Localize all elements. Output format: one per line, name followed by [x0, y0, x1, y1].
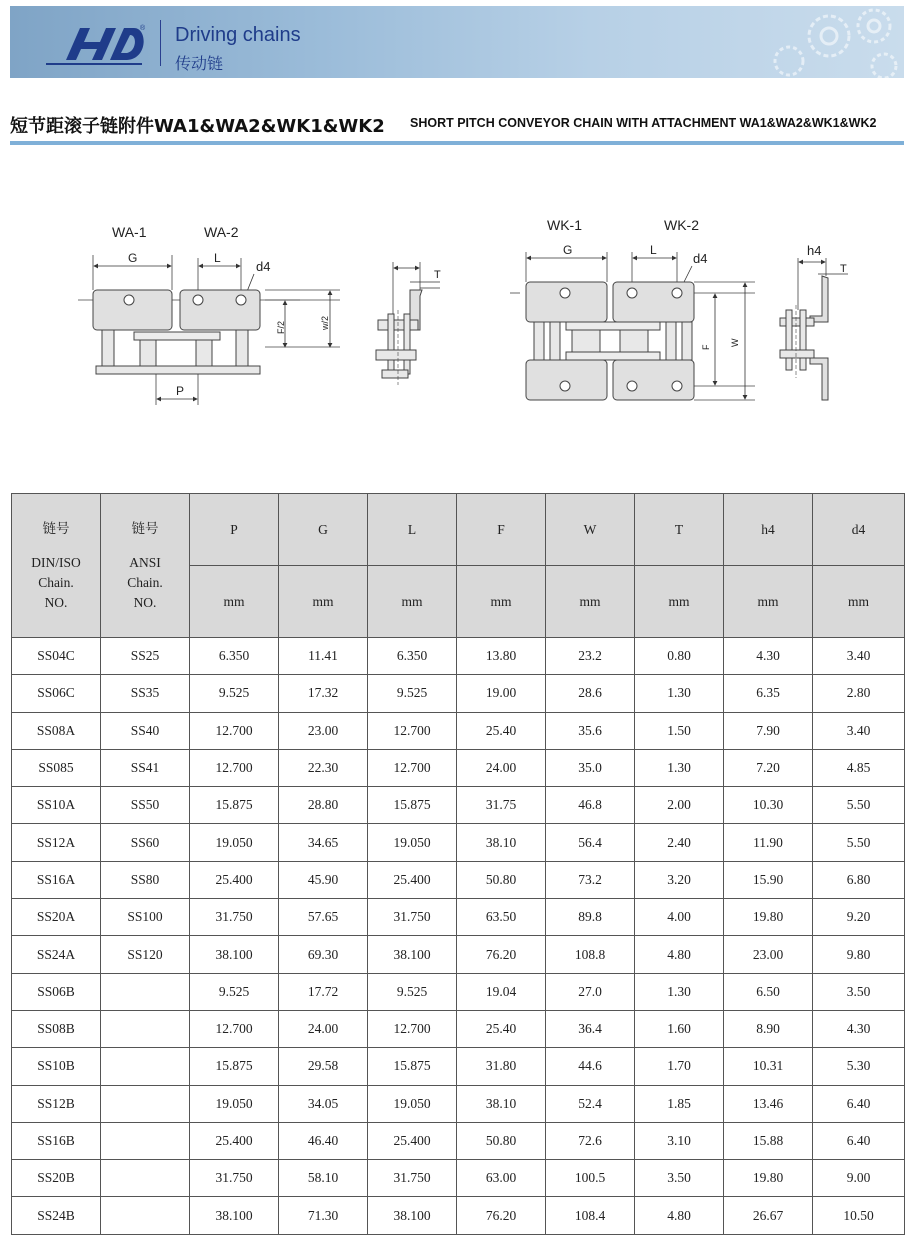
- table-cell: 31.750: [190, 899, 279, 936]
- label-h4: h4: [807, 243, 822, 258]
- table-cell: SS24B: [12, 1197, 101, 1234]
- table-cell: 38.100: [190, 936, 279, 973]
- table-cell: 4.30: [813, 1010, 905, 1047]
- table-cell: 38.10: [457, 1085, 546, 1122]
- table-cell: 38.100: [190, 1197, 279, 1234]
- table-cell: 31.750: [368, 1160, 457, 1197]
- table-cell: 25.400: [368, 1122, 457, 1159]
- header-row-1: [12, 494, 905, 566]
- header-t: T: [635, 494, 724, 566]
- table-cell: SS41: [101, 749, 190, 786]
- attachment-drawing: [10, 200, 904, 430]
- table-cell: SS12A: [12, 824, 101, 861]
- table-cell: [101, 1160, 190, 1197]
- din-l2: Chain.: [38, 574, 74, 590]
- table-cell: 10.31: [724, 1048, 813, 1085]
- table-row: [12, 824, 905, 861]
- table-row: [12, 861, 905, 898]
- table-cell: 1.30: [635, 749, 724, 786]
- page-title-chinese: 短节距滚子链附件WA1&WA2&WK1&WK2: [10, 116, 385, 137]
- table-cell: SS35: [101, 675, 190, 712]
- table-cell: 36.4: [546, 1010, 635, 1047]
- table-cell: 63.50: [457, 899, 546, 936]
- table-cell: SS04C: [12, 638, 101, 675]
- table-cell: 71.30: [279, 1197, 368, 1234]
- table-cell: 34.65: [279, 824, 368, 861]
- table-row: [12, 973, 905, 1010]
- table-cell: SS40: [101, 712, 190, 749]
- table-cell: 34.05: [279, 1085, 368, 1122]
- table-row: [12, 1085, 905, 1122]
- table-cell: 108.4: [546, 1197, 635, 1234]
- unit-cell: mm: [190, 566, 279, 638]
- wa-side-view: [78, 251, 340, 405]
- label-l-wk: L: [650, 243, 657, 257]
- table-cell: 23.00: [724, 936, 813, 973]
- table-cell: 4.80: [635, 1197, 724, 1234]
- table-cell: 31.75: [457, 787, 546, 824]
- table-cell: 12.700: [368, 1010, 457, 1047]
- table-cell: [101, 1122, 190, 1159]
- table-cell: 11.90: [724, 824, 813, 861]
- table-cell: [101, 1085, 190, 1122]
- table-cell: 6.350: [190, 638, 279, 675]
- table-row: [12, 1197, 905, 1234]
- table-cell: 31.750: [368, 899, 457, 936]
- table-cell: 57.65: [279, 899, 368, 936]
- table-cell: 1.30: [635, 973, 724, 1010]
- table-cell: 24.00: [279, 1010, 368, 1047]
- table-cell: 5.30: [813, 1048, 905, 1085]
- table-cell: 22.30: [279, 749, 368, 786]
- table-cell: 31.80: [457, 1048, 546, 1085]
- table-cell: 19.80: [724, 899, 813, 936]
- table-cell: 3.40: [813, 638, 905, 675]
- table-cell: 56.4: [546, 824, 635, 861]
- table-cell: 72.6: [546, 1122, 635, 1159]
- table-cell: 76.20: [457, 936, 546, 973]
- table-cell: SS08B: [12, 1010, 101, 1047]
- spec-table-body: [12, 638, 905, 1235]
- table-cell: 44.6: [546, 1048, 635, 1085]
- table-cell: 26.67: [724, 1197, 813, 1234]
- table-cell: 1.85: [635, 1085, 724, 1122]
- table-cell: 19.050: [368, 1085, 457, 1122]
- header-din-iso: [12, 494, 101, 638]
- table-cell: 2.00: [635, 787, 724, 824]
- table-cell: 23.00: [279, 712, 368, 749]
- table-cell: SS08A: [12, 712, 101, 749]
- table-cell: 15.875: [190, 787, 279, 824]
- table-cell: [101, 1010, 190, 1047]
- table-cell: 28.80: [279, 787, 368, 824]
- company-logo: [44, 20, 149, 68]
- table-cell: 15.875: [368, 1048, 457, 1085]
- table-cell: SS16B: [12, 1122, 101, 1159]
- table-cell: 15.88: [724, 1122, 813, 1159]
- table-cell: SS16A: [12, 861, 101, 898]
- table-cell: 12.700: [368, 749, 457, 786]
- table-cell: 0.80: [635, 638, 724, 675]
- table-cell: 3.20: [635, 861, 724, 898]
- ansi-l1: ANSI: [129, 554, 161, 570]
- table-cell: 35.0: [546, 749, 635, 786]
- table-cell: 12.700: [368, 712, 457, 749]
- table-cell: 63.00: [457, 1160, 546, 1197]
- brand-chinese: 传动链: [175, 54, 224, 73]
- table-cell: 8.90: [724, 1010, 813, 1047]
- table-cell: 38.10: [457, 824, 546, 861]
- label-d4-wk: d4: [693, 251, 708, 266]
- page-title-english: SHORT PITCH CONVEYOR CHAIN WITH ATTACHMENT WA1&WA2&WK1&WK2: [410, 116, 877, 130]
- wk-end-view: [780, 243, 848, 400]
- header-h4: h4: [724, 494, 813, 566]
- table-cell: 58.10: [279, 1160, 368, 1197]
- table-cell: 1.30: [635, 675, 724, 712]
- table-cell: 10.30: [724, 787, 813, 824]
- table-cell: 6.40: [813, 1085, 905, 1122]
- label-g-wk: G: [563, 243, 573, 257]
- table-cell: [101, 1048, 190, 1085]
- header-p: P: [190, 494, 279, 566]
- table-cell: SS12B: [12, 1085, 101, 1122]
- header-f: F: [457, 494, 546, 566]
- table-cell: 2.40: [635, 824, 724, 861]
- table-cell: 3.50: [635, 1160, 724, 1197]
- table-row: [12, 712, 905, 749]
- table-cell: SS06C: [12, 675, 101, 712]
- unit-cell: mm: [546, 566, 635, 638]
- label-wk1: WK-1: [547, 217, 582, 233]
- table-row: [12, 1160, 905, 1197]
- table-cell: 69.30: [279, 936, 368, 973]
- table-cell: 6.40: [813, 1122, 905, 1159]
- table-cell: 28.6: [546, 675, 635, 712]
- table-cell: 50.80: [457, 1122, 546, 1159]
- table-cell: 5.50: [813, 824, 905, 861]
- table-cell: 17.32: [279, 675, 368, 712]
- table-row: [12, 1122, 905, 1159]
- table-cell: SS60: [101, 824, 190, 861]
- table-cell: SS10A: [12, 787, 101, 824]
- table-cell: SS80: [101, 861, 190, 898]
- table-cell: SS120: [101, 936, 190, 973]
- table-cell: 12.700: [190, 712, 279, 749]
- brand-english: Driving chains: [175, 24, 301, 46]
- table-cell: 108.8: [546, 936, 635, 973]
- header-ansi: [101, 494, 190, 638]
- label-wk2: WK-2: [664, 217, 699, 233]
- table-cell: 50.80: [457, 861, 546, 898]
- label-p: P: [176, 384, 185, 398]
- unit-cell: mm: [813, 566, 905, 638]
- label-wa2: WA-2: [204, 224, 239, 240]
- table-cell: 9.525: [368, 973, 457, 1010]
- table-cell: 9.80: [813, 936, 905, 973]
- table-cell: SS20B: [12, 1160, 101, 1197]
- wk-side-view: [510, 243, 755, 400]
- header-l: L: [368, 494, 457, 566]
- table-cell: 23.2: [546, 638, 635, 675]
- table-cell: 9.525: [190, 675, 279, 712]
- table-cell: 31.750: [190, 1160, 279, 1197]
- table-cell: 1.60: [635, 1010, 724, 1047]
- table-cell: 12.700: [190, 1010, 279, 1047]
- table-cell: 38.100: [368, 1197, 457, 1234]
- table-cell: 15.90: [724, 861, 813, 898]
- ansi-l3: NO.: [133, 594, 157, 610]
- table-row: [12, 787, 905, 824]
- table-cell: SS24A: [12, 936, 101, 973]
- table-cell: 15.875: [368, 787, 457, 824]
- table-row: [12, 638, 905, 675]
- table-cell: 2.80: [813, 675, 905, 712]
- table-cell: 25.400: [190, 861, 279, 898]
- label-wa1: WA-1: [112, 224, 147, 240]
- table-cell: 25.40: [457, 712, 546, 749]
- table-cell: 25.400: [368, 861, 457, 898]
- table-cell: 19.80: [724, 1160, 813, 1197]
- table-cell: 12.700: [190, 749, 279, 786]
- label-g-wa: G: [128, 251, 138, 265]
- table-cell: SS50: [101, 787, 190, 824]
- table-cell: 19.050: [190, 824, 279, 861]
- table-cell: 29.58: [279, 1048, 368, 1085]
- table-cell: 10.50: [813, 1197, 905, 1234]
- table-row: [12, 936, 905, 973]
- table-cell: 4.00: [635, 899, 724, 936]
- table-cell: 17.72: [279, 973, 368, 1010]
- table-cell: 1.70: [635, 1048, 724, 1085]
- table-cell: 3.50: [813, 973, 905, 1010]
- wa-end-view: [376, 262, 441, 385]
- table-cell: 4.30: [724, 638, 813, 675]
- table-row: [12, 1010, 905, 1047]
- table-cell: 7.20: [724, 749, 813, 786]
- table-cell: 100.5: [546, 1160, 635, 1197]
- unit-cell: mm: [279, 566, 368, 638]
- table-cell: 3.40: [813, 712, 905, 749]
- table-cell: 3.10: [635, 1122, 724, 1159]
- din-l1: DIN/ISO: [31, 554, 81, 570]
- din-l3: NO.: [44, 594, 68, 610]
- table-cell: 13.80: [457, 638, 546, 675]
- table-cell: 6.50: [724, 973, 813, 1010]
- label-w2: w/2: [320, 315, 330, 330]
- table-cell: SS100: [101, 899, 190, 936]
- table-cell: 15.875: [190, 1048, 279, 1085]
- table-cell: 4.85: [813, 749, 905, 786]
- table-cell: 13.46: [724, 1085, 813, 1122]
- unit-cell: mm: [368, 566, 457, 638]
- ansi-l2: Chain.: [127, 574, 163, 590]
- header-d4: d4: [813, 494, 905, 566]
- table-cell: 9.525: [190, 973, 279, 1010]
- table-row: [12, 749, 905, 786]
- table-cell: SS10B: [12, 1048, 101, 1085]
- table-row: [12, 899, 905, 936]
- table-cell: 7.90: [724, 712, 813, 749]
- label-f: F: [701, 344, 711, 350]
- header-banner: [10, 6, 904, 78]
- unit-cell: mm: [457, 566, 546, 638]
- table-cell: SS085: [12, 749, 101, 786]
- table-cell: 6.35: [724, 675, 813, 712]
- table-cell: 45.90: [279, 861, 368, 898]
- table-cell: 38.100: [368, 936, 457, 973]
- table-cell: 19.050: [368, 824, 457, 861]
- header-g: G: [279, 494, 368, 566]
- table-cell: 11.41: [279, 638, 368, 675]
- table-cell: 52.4: [546, 1085, 635, 1122]
- label-t-wk: T: [840, 263, 847, 275]
- table-cell: 6.80: [813, 861, 905, 898]
- title-divider: [10, 141, 904, 145]
- label-d4-wa: d4: [256, 259, 271, 274]
- table-cell: 76.20: [457, 1197, 546, 1234]
- table-cell: [101, 1197, 190, 1234]
- logo-separator: [160, 20, 161, 66]
- table-cell: 25.400: [190, 1122, 279, 1159]
- table-cell: SS20A: [12, 899, 101, 936]
- table-cell: 9.20: [813, 899, 905, 936]
- table-cell: 27.0: [546, 973, 635, 1010]
- table-cell: 24.00: [457, 749, 546, 786]
- table-cell: SS06B: [12, 973, 101, 1010]
- table-row: [12, 1048, 905, 1085]
- table-cell: 9.525: [368, 675, 457, 712]
- label-l-wa: L: [214, 251, 221, 265]
- table-cell: 4.80: [635, 936, 724, 973]
- header-w: W: [546, 494, 635, 566]
- table-cell: 73.2: [546, 861, 635, 898]
- unit-cell: mm: [724, 566, 813, 638]
- unit-cell: mm: [635, 566, 724, 638]
- ansi-cn: 链号: [131, 520, 159, 536]
- table-cell: 19.00: [457, 675, 546, 712]
- table-cell: 25.40: [457, 1010, 546, 1047]
- table-cell: 6.350: [368, 638, 457, 675]
- label-f2: F/2: [276, 320, 286, 334]
- table-cell: 46.8: [546, 787, 635, 824]
- table-cell: 5.50: [813, 787, 905, 824]
- table-cell: SS25: [101, 638, 190, 675]
- table-cell: [101, 973, 190, 1010]
- din-cn: 链号: [42, 520, 70, 536]
- table-cell: 1.50: [635, 712, 724, 749]
- spec-table: [11, 493, 905, 1235]
- table-row: [12, 675, 905, 712]
- logo-registered-mark: ®: [140, 25, 146, 32]
- table-cell: 19.04: [457, 973, 546, 1010]
- gear-decoration-icon: [744, 6, 904, 78]
- title-row: [10, 112, 904, 136]
- table-cell: 89.8: [546, 899, 635, 936]
- table-cell: 35.6: [546, 712, 635, 749]
- table-cell: 46.40: [279, 1122, 368, 1159]
- table-cell: 19.050: [190, 1085, 279, 1122]
- label-t-wa: T: [434, 269, 441, 281]
- table-cell: 9.00: [813, 1160, 905, 1197]
- label-w: W: [730, 338, 740, 347]
